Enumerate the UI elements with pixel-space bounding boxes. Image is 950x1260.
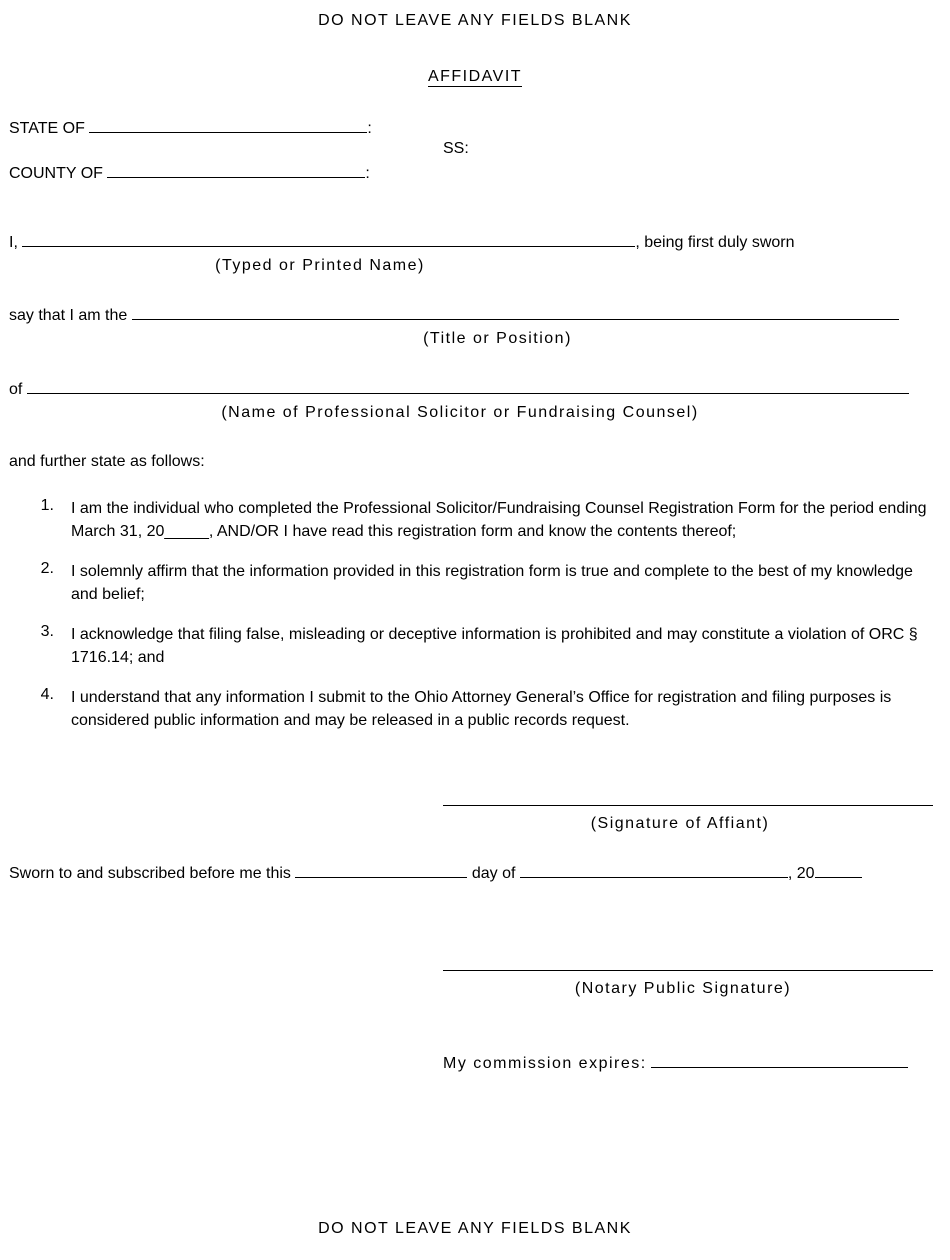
document-title xyxy=(0,67,950,87)
notary-signature-caption: (Notary Public Signature) xyxy=(574,980,792,997)
title-text: AFFIDAVIT xyxy=(427,68,523,85)
organization-field[interactable] xyxy=(27,378,909,394)
sworn-row xyxy=(9,862,862,884)
commission-row xyxy=(443,1052,908,1074)
further-statement: and further state as follows: xyxy=(9,453,205,470)
state-colon: : xyxy=(367,120,372,137)
name-prefix: I, xyxy=(9,234,18,251)
title-position-row xyxy=(9,304,899,326)
item-text: I acknowledge that filing false, misleading or deceptive information is prohibited and may constitute a violation of ORC § 1716.14; and xyxy=(71,626,918,666)
sworn-month-field[interactable] xyxy=(520,862,788,878)
title-position-prefix: say that I am the xyxy=(9,307,128,324)
sworn-day-of: day of xyxy=(471,865,516,882)
affiant-signature-caption: (Signature of Affiant) xyxy=(590,815,770,832)
ss-label: SS: xyxy=(443,140,469,157)
footer-notice: DO NOT LEAVE ANY FIELDS BLANK xyxy=(318,1220,632,1237)
name-suffix: , being first duly sworn xyxy=(635,234,795,251)
sworn-year-prefix: , 20 xyxy=(787,865,815,882)
item-number: 2. xyxy=(40,560,54,577)
sworn-year-field[interactable] xyxy=(815,862,862,878)
item-text: I understand that any information I submit to the Ohio Attorney General’s Office for registration and filing purposes is considered public information and may be released in a public records request. xyxy=(71,689,892,729)
county-row xyxy=(9,162,370,184)
organization-prefix: of xyxy=(9,381,23,398)
item-text: I am the individual who completed the Professional Solicitor/Fundraising Counsel Registration Form for the period ending March 31, 20_____, AND/OR I have read this registration form and know the contents thereof; xyxy=(71,500,927,540)
item-number: 3. xyxy=(40,623,54,640)
organization-caption: (Name of Professional Solicitor or Fundraising Counsel) xyxy=(221,404,699,421)
affiant-signature-line[interactable] xyxy=(443,805,933,806)
county-label: COUNTY OF xyxy=(9,165,103,182)
sworn-day-field[interactable] xyxy=(295,862,467,878)
state-label: STATE OF xyxy=(9,120,85,137)
title-position-field[interactable] xyxy=(132,304,899,320)
sworn-prefix: Sworn to and subscribed before me this xyxy=(9,865,291,882)
commission-label: My commission expires: xyxy=(443,1055,647,1072)
county-field[interactable] xyxy=(107,162,365,178)
organization-row xyxy=(9,378,909,400)
title-position-caption: (Title or Position) xyxy=(423,330,572,347)
county-colon: : xyxy=(365,165,370,182)
state-field[interactable] xyxy=(89,117,367,133)
item-number: 1. xyxy=(40,497,54,514)
state-row xyxy=(9,117,372,139)
item-number: 4. xyxy=(40,686,54,703)
name-caption: (Typed or Printed Name) xyxy=(215,257,425,274)
commission-expiry-field[interactable] xyxy=(651,1052,908,1068)
notary-signature-line[interactable] xyxy=(443,970,933,971)
name-field[interactable] xyxy=(22,231,635,247)
item-text: I solemnly affirm that the information provided in this registration form is true and complete to the best of my knowledge and belief; xyxy=(71,563,913,603)
name-row xyxy=(9,231,795,253)
header-notice: DO NOT LEAVE ANY FIELDS BLANK xyxy=(318,12,632,29)
